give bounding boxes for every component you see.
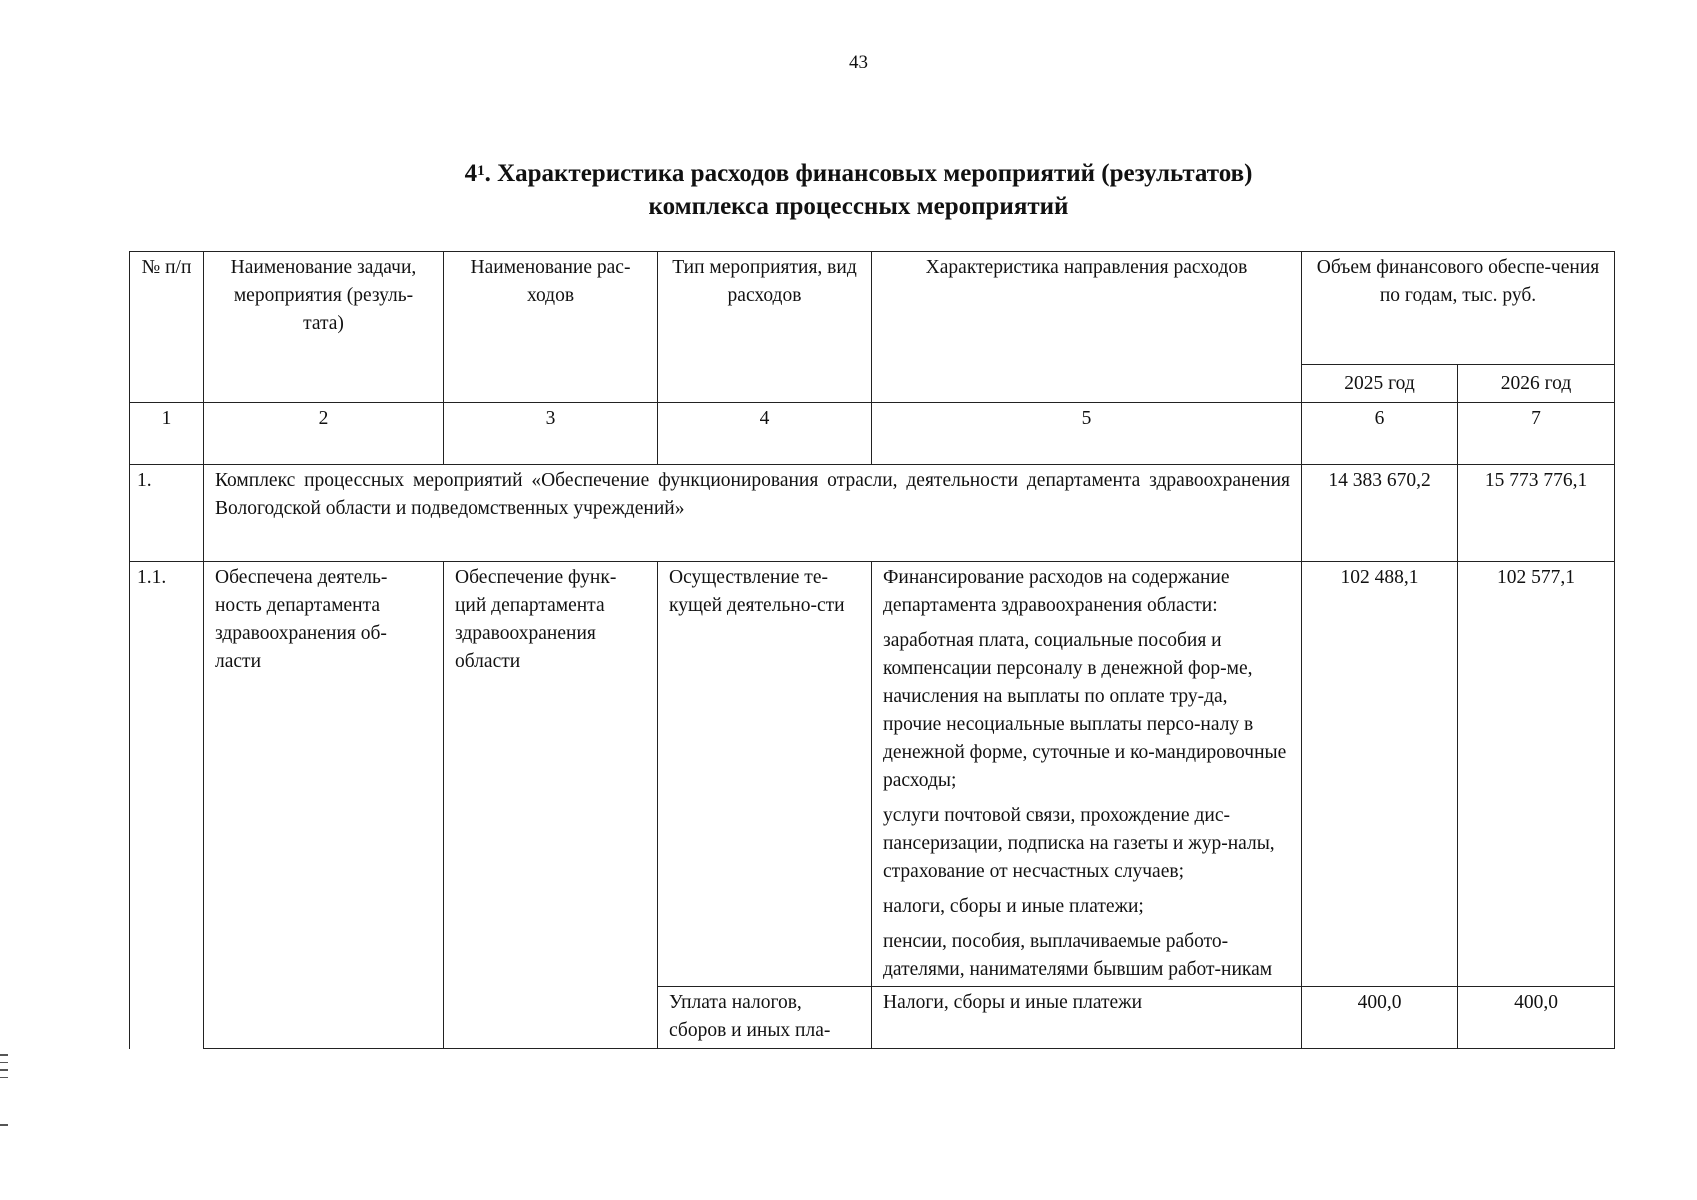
amount-2025: 400,0 — [1302, 987, 1458, 1049]
direction-paragraph: пенсии, пособия, выплачиваемые работо-дателями, нанимателями бывшим работ-никам — [883, 931, 1273, 980]
direction-paragraph: налоги, сборы и иные платежи; — [883, 896, 1144, 917]
header-year-2025: 2025 год — [1302, 365, 1458, 403]
amount-2025: 102 488,1 — [1302, 562, 1458, 987]
title-line-2: комплекса процессных мероприятий — [648, 193, 1069, 220]
header-row — [130, 252, 1615, 365]
complex-name: Комплекс процессных мероприятий «Обеспечение функционирования отрасли, деятельности департамента здравоохранения Вологодской области и подведомственных учреждений» — [204, 465, 1302, 562]
title-superscript: 1 — [477, 163, 485, 179]
expense-name: Обеспечение функ-ций департамента здравоохранения области — [444, 562, 658, 1049]
amount-2026: 400,0 — [1458, 987, 1615, 1049]
column-number-row — [130, 403, 1615, 465]
row-number: 1. — [130, 465, 204, 562]
column-number: 4 — [658, 403, 872, 465]
margin-mark — [0, 1054, 8, 1056]
amount-2026: 15 773 776,1 — [1458, 465, 1615, 562]
column-number: 2 — [204, 403, 444, 465]
expense-type: Уплата налогов, сборов и иных пла- — [658, 987, 872, 1049]
margin-mark — [0, 1069, 8, 1071]
direction-paragraph: услуги почтовой связи, прохождение дис-пансеризации, подписка на газеты и жур-налы, страхование от несчастных случаев; — [883, 805, 1275, 882]
header-expense: Наименование рас-ходов — [444, 252, 658, 403]
column-number: 1 — [130, 403, 204, 465]
title-line-1-text: . Характеристика расходов финансовых мероприятий (результатов) — [484, 160, 1253, 187]
header-no: № п/п — [130, 252, 204, 403]
header-year-2026: 2026 год — [1458, 365, 1615, 403]
margin-marks — [0, 1054, 8, 1132]
table-row — [130, 562, 1615, 987]
page-title — [0, 157, 1697, 223]
expense-type: Осуществление те-кущей деятельно-сти — [658, 562, 872, 987]
expenses-table — [129, 251, 1615, 1049]
column-number: 7 — [1458, 403, 1615, 465]
direction-paragraph: Финансирование расходов на содержание департамента здравоохранения области: — [883, 567, 1230, 616]
title-section-number: 4 — [464, 160, 478, 187]
column-number: 3 — [444, 403, 658, 465]
expense-direction — [872, 562, 1302, 987]
direction-paragraph: заработная плата, социальные пособия и компенсации персоналу в денежной фор-ме, начисления на выплаты по оплате тру-да, прочие несоциальные выплаты персо-налу в денежной форме, суточные и ко-мандировочные расходы; — [883, 630, 1287, 791]
title-line-1 — [0, 157, 1697, 190]
page-number: 43 — [849, 52, 868, 73]
amount-2026: 102 577,1 — [1458, 562, 1615, 987]
task-name: Обеспечена деятель-ность департамента здравоохранения об-ласти — [204, 562, 444, 1049]
amount-2025: 14 383 670,2 — [1302, 465, 1458, 562]
expense-direction: Налоги, сборы и иные платежи — [872, 987, 1302, 1049]
table-row — [130, 465, 1615, 562]
header-type: Тип мероприятия, вид расходов — [658, 252, 872, 403]
header-volume: Объем финансового обеспе-чения по годам, тыс. руб. — [1302, 252, 1615, 365]
header-task: Наименование задачи, мероприятия (резуль-тата) — [204, 252, 444, 403]
row-number: 1.1. — [130, 562, 204, 1049]
margin-mark — [0, 1124, 8, 1126]
column-number: 5 — [872, 403, 1302, 465]
column-number: 6 — [1302, 403, 1458, 465]
margin-mark — [0, 1077, 8, 1079]
header-direction: Характеристика направления расходов — [872, 252, 1302, 403]
margin-mark — [0, 1062, 8, 1064]
